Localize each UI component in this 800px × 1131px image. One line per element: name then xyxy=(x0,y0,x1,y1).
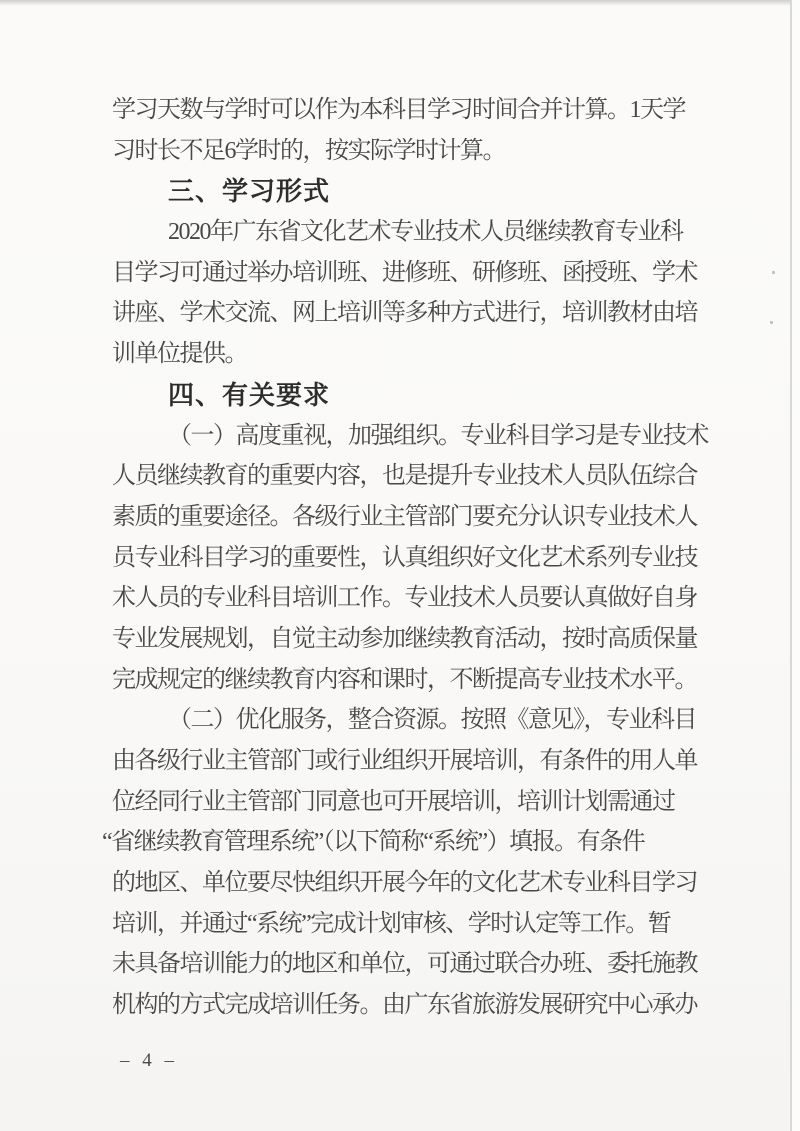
scan-right-margin xyxy=(792,0,800,1131)
text-line: 由各级行业主管部门或行业组织开展培训，有条件的用人单 xyxy=(112,748,697,774)
text-line: 训单位提供。 xyxy=(112,341,247,368)
text-line: 培训，并通过“系统”完成计划审核、学时认定等工作。暂 xyxy=(112,910,671,937)
text-line: 未具备培训能力的地区和单位，可通过联合办班、委托施教 xyxy=(112,951,697,978)
text-line: （二）优化服务，整合资源。按照《意见》，专业科目 xyxy=(168,707,696,734)
text-line: 的地区、单位要尽快组织开展今年的文化艺术专业科目学习 xyxy=(112,870,697,897)
scan-top-edge-artifact xyxy=(0,0,800,6)
scan-speck xyxy=(772,271,775,274)
section-heading: 四、有关要求 xyxy=(168,379,331,410)
text-line: 2020年广东省文化艺术专业技术人员继续教育专业科 xyxy=(168,219,683,246)
text-line: 人员继续教育的重要内容，也是提升专业技术人员队伍综合 xyxy=(112,463,697,490)
text-line: 学习天数与学时可以作为本科目学习时间合并计算。1天学 xyxy=(112,97,685,123)
text-line: “省继续教育管理系统”（以下简称“系统”）填报。有条件 xyxy=(102,829,645,856)
section-heading: 三、学习形式 xyxy=(168,176,331,207)
text-line: 目学习可通过举办培训班、进修班、研修班、函授班、学术 xyxy=(112,259,697,286)
scan-speck xyxy=(770,321,773,324)
text-block xyxy=(102,90,732,1026)
text-line: 位经同行业主管部门同意也可开展培训，培训计划需通过 xyxy=(112,788,675,815)
page-number: – 4 – xyxy=(120,1050,178,1071)
text-line: 完成规定的继续教育内容和课时，不断提高专业技术水平。 xyxy=(112,666,697,693)
text-line: （一）高度重视，加强组织。专业科目学习是专业技术 xyxy=(168,422,708,449)
text-line: 术人员的专业科目培训工作。专业技术人员要认真做好自身 xyxy=(112,585,697,612)
text-line: 员专业科目学习的重要性，认真组织好文化艺术系列专业技 xyxy=(112,544,697,571)
text-line: 专业发展规划，自觉主动参加继续教育活动，按时高质保量 xyxy=(112,625,697,652)
scan-fold-line-artifact xyxy=(790,0,792,1131)
text-line: 素质的重要途径。各级行业主管部门要充分认识专业技术人 xyxy=(112,503,697,530)
text-line: 习时长不足6学时的，按实际学时计算。 xyxy=(112,137,505,164)
text-line: 机构的方式完成培训任务。由广东省旅游发展研究中心承办 xyxy=(112,992,697,1019)
text-line: 讲座、学术交流、网上培训等多种方式进行，培训教材由培 xyxy=(112,300,697,327)
